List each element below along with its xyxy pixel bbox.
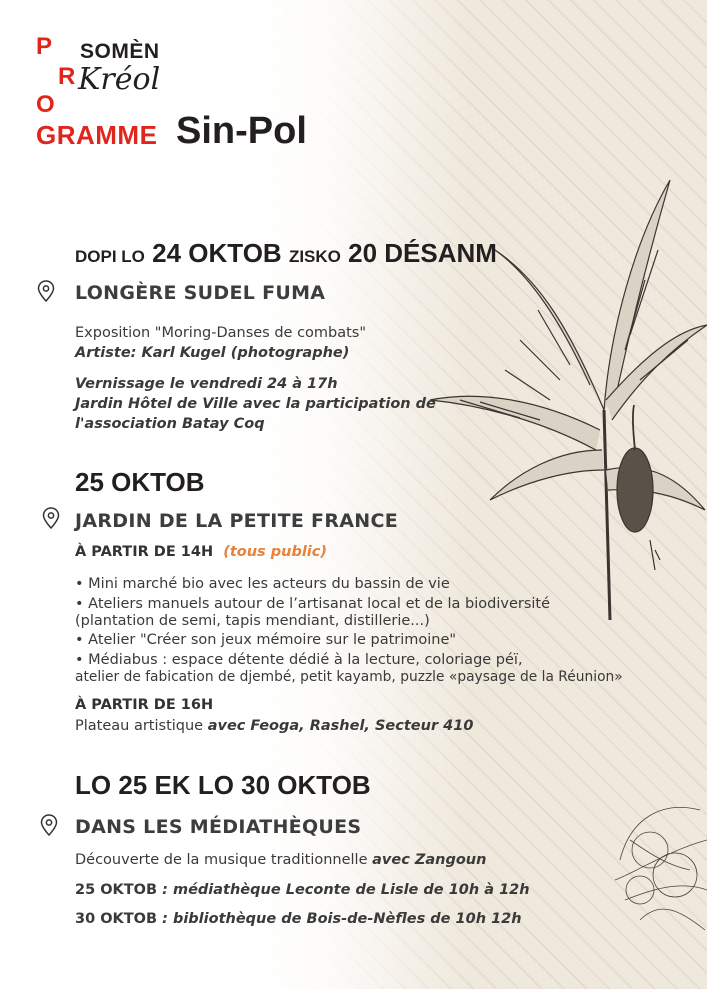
- section2-plateau: Plateau artistique avec Feoga, Rashel, Secteur 410: [75, 718, 474, 734]
- logo-letter-r: R: [58, 63, 76, 90]
- section2-bullet-1: • Mini marché bio avec les acteurs du bassin de vie: [75, 576, 450, 592]
- section1-date: DOPI LO 24 OKTOB ZISKO 20 DÉSANM: [75, 238, 497, 268]
- section3-discovery: Découverte de la musique traditionnelle avec Zangoun: [75, 852, 487, 868]
- logo-letter-o: O: [36, 91, 55, 118]
- section2-bullet-3: • Atelier "Créer son jeux mémoire sur le patrimoine": [75, 632, 457, 648]
- section2-date: 25 OKTOB: [75, 467, 205, 497]
- brand-somen: SOMÈN: [80, 40, 160, 63]
- section1-vernissage-1: Vernissage le vendredi 24 à 17h: [75, 376, 338, 392]
- audience-label: (tous public): [223, 544, 327, 560]
- section3-event-2: 30 OKTOB : bibliothèque de Bois-de-Nèfles de 10h 12h: [75, 911, 522, 927]
- location-pin-icon: [40, 814, 58, 836]
- section1-expo: Exposition "Moring-Danses de combats": [75, 325, 367, 341]
- section2-time2: À PARTIR DE 16H: [75, 697, 214, 713]
- section2-bullet-4b: atelier de fabication de djembé, petit kayamb, puzzle «paysage de la Réunion»: [75, 669, 623, 685]
- section3-venue: DANS LES MÉDIATHÈQUES: [75, 816, 362, 838]
- section1-vernissage-3: l'association Batay Coq: [75, 416, 265, 432]
- location-pin-icon: [37, 280, 55, 302]
- section2-bullet-2b: (plantation de semi, tapis mendiant, distillerie...): [75, 613, 430, 629]
- section1-vernissage-2: Jardin Hôtel de Ville avec la participation de: [75, 396, 436, 412]
- logo-letter-p: P: [36, 33, 53, 60]
- section2-venue: JARDIN DE LA PETITE FRANCE: [75, 510, 398, 532]
- section2-time1: À PARTIR DE 14H (tous public): [75, 544, 327, 560]
- programme-title: GRAMME: [36, 120, 158, 150]
- section2-bullet-2: • Ateliers manuels autour de l’artisanat local et de la biodiversité: [75, 596, 551, 612]
- section2-bullet-4: • Médiabus : espace détente dédié à la lecture, coloriage péï,: [75, 652, 523, 668]
- section3-date: LO 25 EK LO 30 OKTOB: [75, 770, 371, 800]
- section1-venue: LONGÈRE SUDEL FUMA: [75, 282, 326, 304]
- brand-kreol: Kréol: [78, 62, 161, 97]
- section3-event-1: 25 OKTOB : médiathèque Leconte de Lisle de 10h à 12h: [75, 882, 530, 898]
- section1-artist: Artiste: Karl Kugel (photographe): [75, 345, 350, 361]
- town-title: Sin-Pol: [176, 110, 307, 152]
- location-pin-icon: [42, 507, 60, 529]
